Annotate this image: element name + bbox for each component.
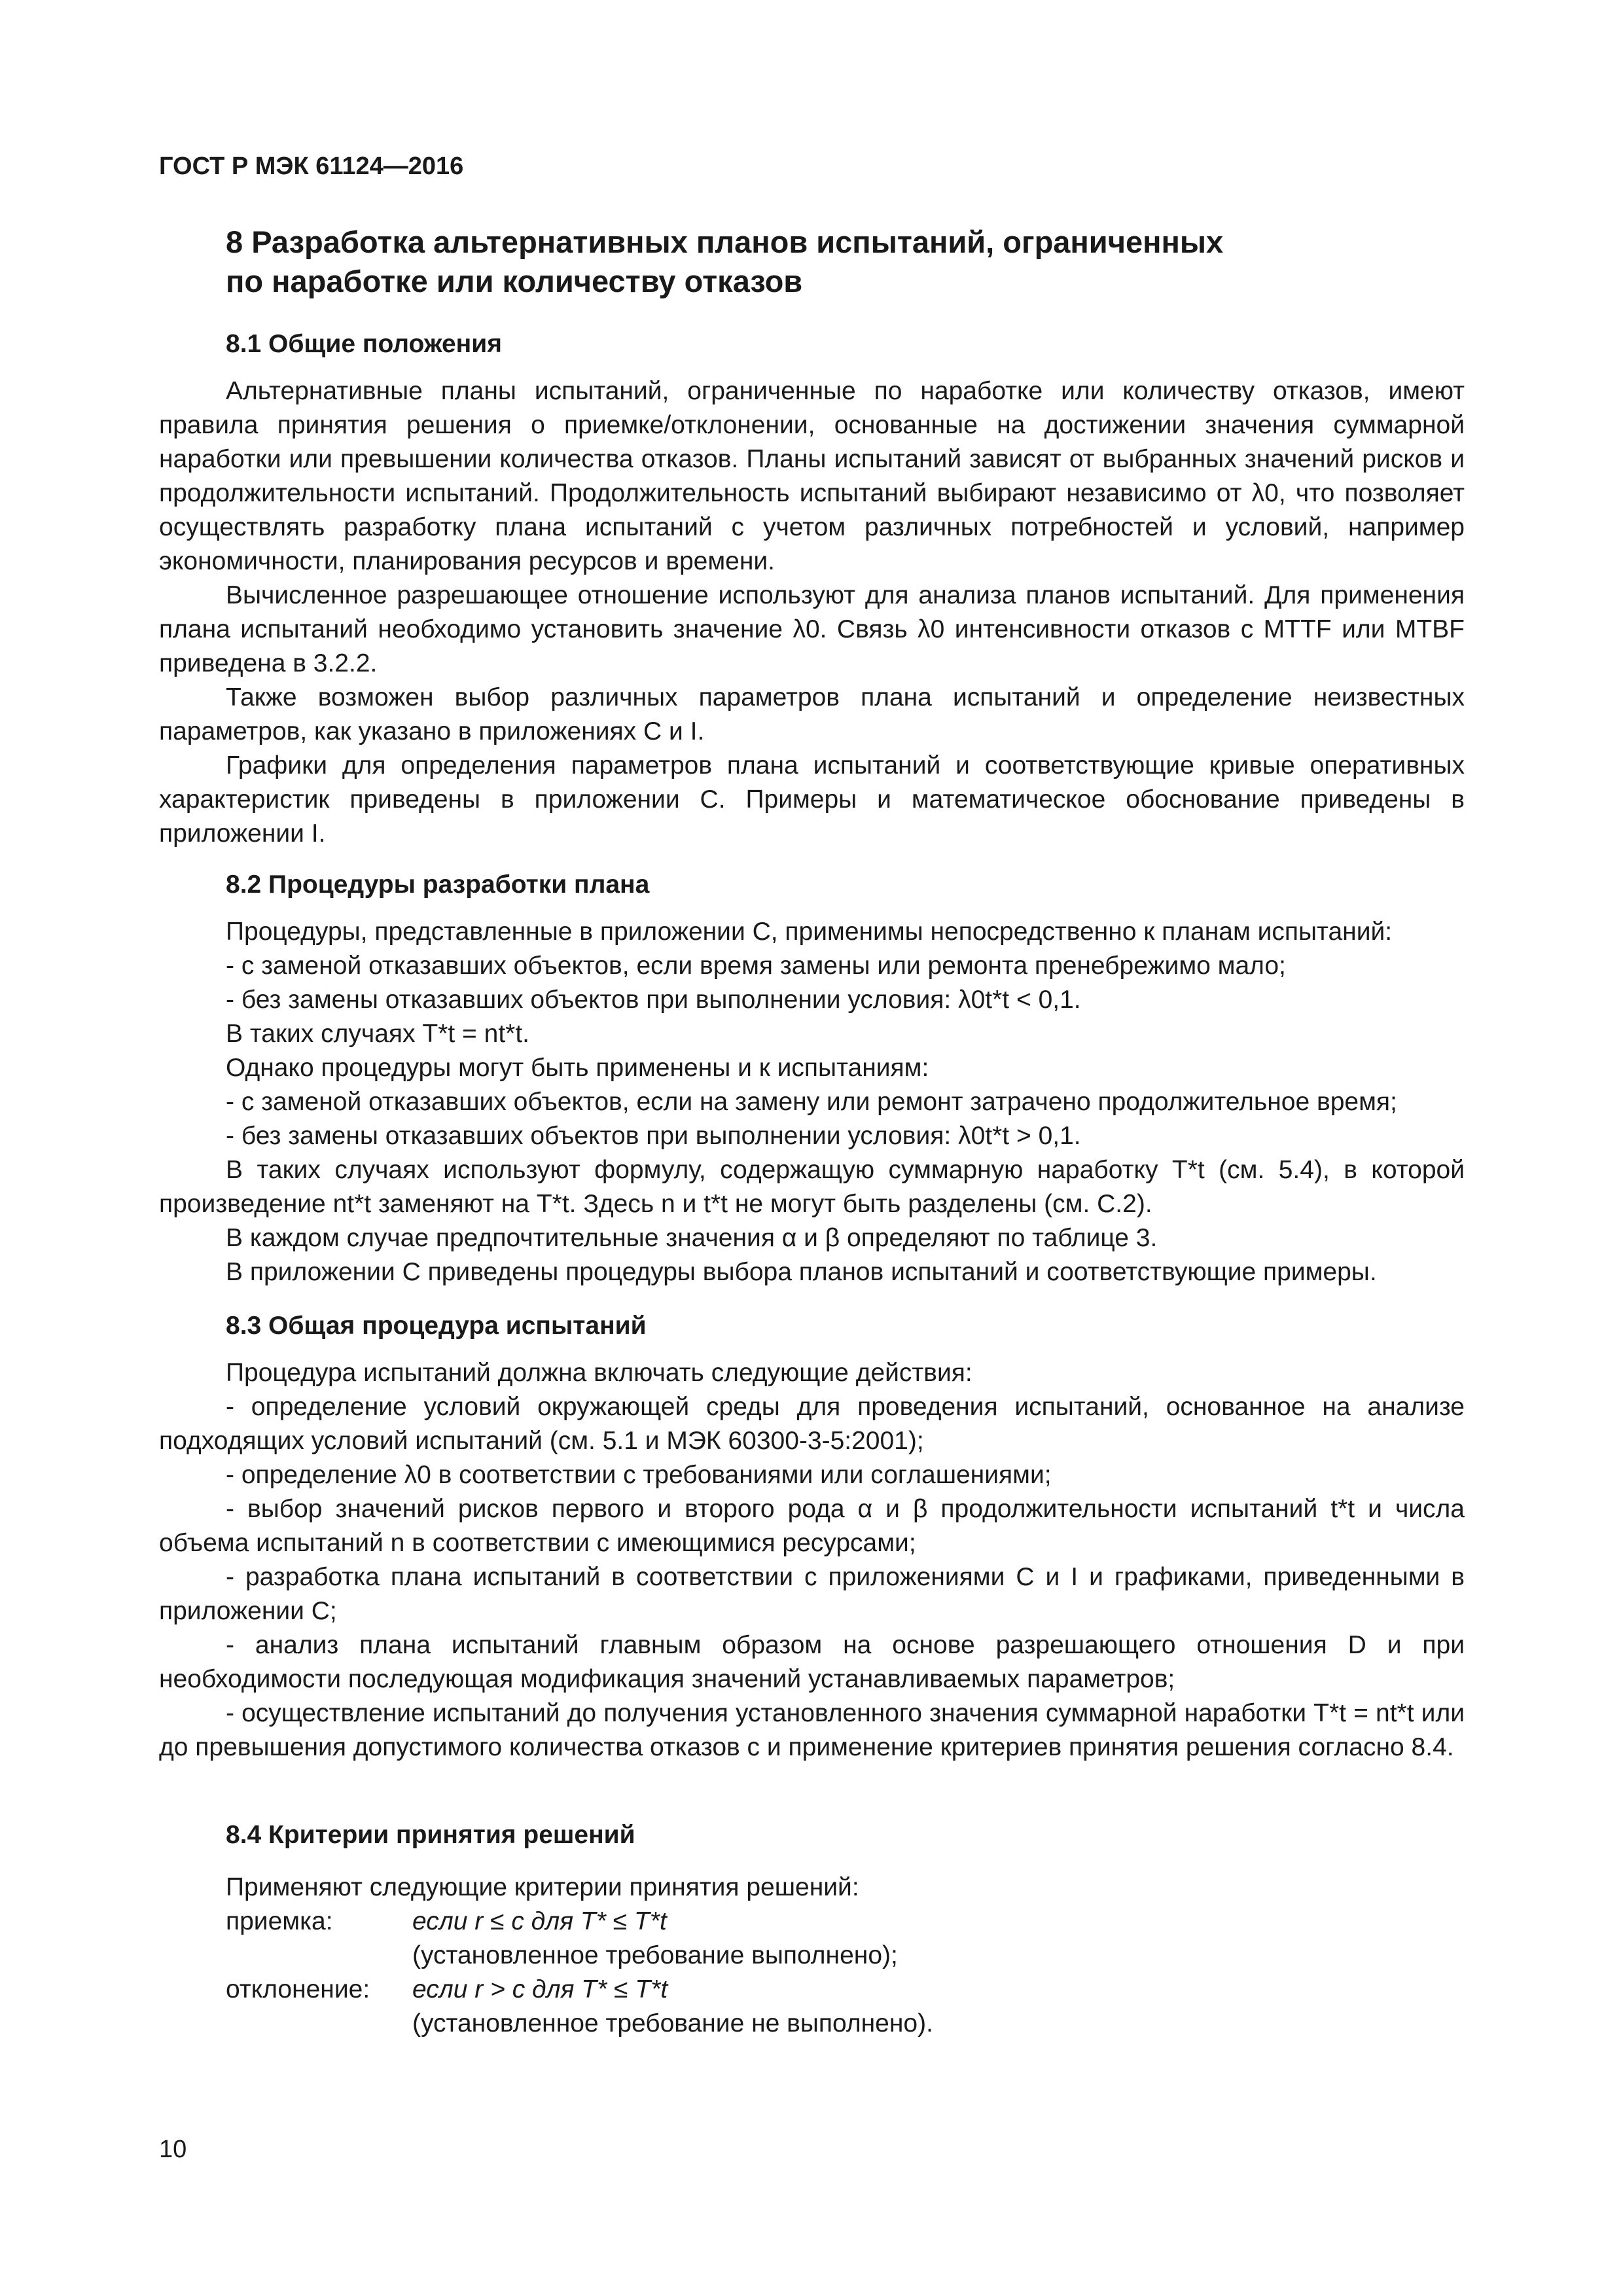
paragraph: Альтернативные планы испытаний, ограниченные по наработке или количеству отказов, имеют правила принятия решения о приемке/отклонении, основанные на достижении значения суммарной наработки или превышении количества отказов. Планы испытаний зависят от выбранных значений рисков и продолжительности испытаний. Продолжительность испытаний выбирают независимо от λ0, что позволяет осуществлять разработку плана испытаний с учетом различных потребностей и условий, например экономичности, планирования ресурсов и времени. xyxy=(159,377,1465,575)
criteria-label: приемка: xyxy=(226,1907,333,1935)
paragraph: В таких случаях T*t = nt*t. xyxy=(226,1020,530,1048)
subsection-heading-8-2: 8.2 Процедуры разработки плана xyxy=(226,870,650,899)
criteria-note: (установленное требование не выполнено). xyxy=(412,2009,933,2037)
list-item: - с заменой отказавших объектов, если время замены или ремонта пренебрежимо мало; xyxy=(226,952,1286,980)
subsection-body-8-2 xyxy=(159,915,1465,1289)
decision-criteria xyxy=(226,1871,933,2041)
criteria-note: (установленное требование выполнено); xyxy=(412,1941,898,1969)
criteria-label: отклонение: xyxy=(226,1975,370,2003)
paragraph: Процедура испытаний должна включать следующие действия: xyxy=(226,1359,972,1387)
subsection-body-8-3 xyxy=(159,1356,1465,1765)
page-number: 10 xyxy=(159,2136,187,2163)
list-item: - разработка плана испытаний в соответствии с приложениями С и I и графиками, приведенными в приложении С; xyxy=(159,1563,1465,1625)
paragraph: В каждом случае предпочтительные значения α и β определяют по таблице 3. xyxy=(226,1224,1158,1252)
criteria-condition: если r > c для T* ≤ T*t xyxy=(412,1975,668,2003)
list-item: - без замены отказавших объектов при выполнении условия: λ0t*t < 0,1. xyxy=(226,986,1081,1014)
subsection-body-8-1 xyxy=(159,374,1465,851)
subsection-heading-8-4: 8.4 Критерии принятия решений xyxy=(226,1821,635,1849)
document-header: ГОСТ Р МЭК 61124—2016 xyxy=(159,152,464,180)
paragraph: В таких случаях используют формулу, содержащую суммарную наработку T*t (см. 5.4), в которой произведение nt*t заменяют на T*t. Здесь n и t*t не могут быть разделены (см. С.2). xyxy=(159,1156,1465,1218)
paragraph: Однако процедуры могут быть применены и к испытаниям: xyxy=(226,1054,929,1082)
criteria-row-accept-note xyxy=(226,1939,933,1973)
paragraph: Процедуры, представленные в приложении С, применимы непосредственно к планам испытаний: xyxy=(226,918,1393,946)
list-item: - анализ плана испытаний главным образом на основе разрешающего отношения D и при необходимости последующая модификация значений устанавливаемых параметров; xyxy=(159,1631,1465,1693)
list-item: - с заменой отказавших объектов, если на замену или ремонт затрачено продолжительное время; xyxy=(226,1088,1397,1116)
list-item: - осуществление испытаний до получения установленного значения суммарной наработки T*t = nt*t или до превышения допустимого количества отказов с и применение критериев принятия решения согласно 8.4. xyxy=(159,1699,1465,1761)
paragraph: Также возможен выбор различных параметров плана испытаний и определение неизвестных параметров, как указано в приложениях С и I. xyxy=(159,683,1465,745)
section-title-line-1: 8 Разработка альтернативных планов испытаний, ограниченных xyxy=(226,224,1224,259)
criteria-row-reject xyxy=(226,1973,933,2007)
list-item: - без замены отказавших объектов при выполнении условия: λ0t*t > 0,1. xyxy=(226,1122,1081,1150)
list-item: - определение условий окружающей среды для проведения испытаний, основанное на анализе подходящих условий испытаний (см. 5.1 и МЭК 60300-3-5:2001); xyxy=(159,1393,1465,1455)
criteria-row-accept xyxy=(226,1905,933,1939)
section-title xyxy=(226,223,1469,301)
subsection-heading-8-1: 8.1 Общие положения xyxy=(226,330,502,358)
criteria-condition: если r ≤ c для T* ≤ T*t xyxy=(412,1907,667,1935)
section-title-line-2: по наработке или количеству отказов xyxy=(226,264,803,298)
criteria-intro: Применяют следующие критерии принятия решений: xyxy=(226,1873,859,1901)
list-item: - выбор значений рисков первого и второго рода α и β продолжительности испытаний t*t и числа объема испытаний n в соответствии с имеющимися ресурсами; xyxy=(159,1495,1465,1557)
paragraph: Вычисленное разрешающее отношение используют для анализа планов испытаний. Для применения плана испытаний необходимо установить значение λ0. Связь λ0 интенсивности отказов с MTTF или MTBF приведена в 3.2.2. xyxy=(159,581,1465,677)
paragraph: Графики для определения параметров плана испытаний и соответствующие кривые оперативных характеристик приведены в приложении С. Примеры и математическое обоснование приведены в приложении I. xyxy=(159,751,1465,848)
paragraph: В приложении С приведены процедуры выбора планов испытаний и соответствующие примеры. xyxy=(226,1258,1377,1286)
subsection-heading-8-3: 8.3 Общая процедура испытаний xyxy=(226,1312,647,1340)
criteria-row-reject-note xyxy=(226,2007,933,2041)
list-item: - определение λ0 в соответствии с требованиями или соглашениями; xyxy=(226,1461,1052,1489)
